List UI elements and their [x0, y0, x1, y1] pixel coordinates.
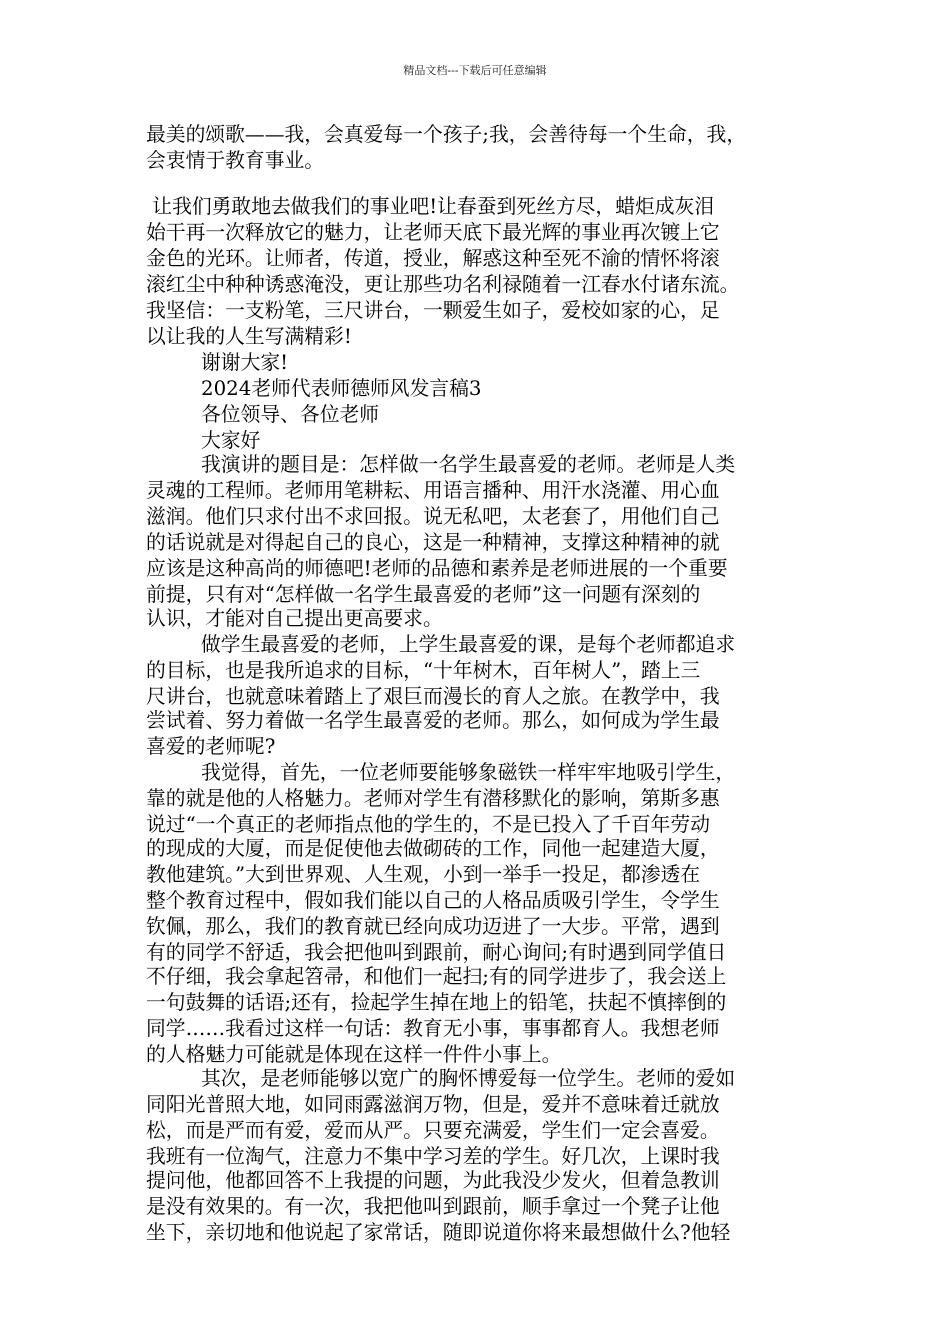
text-line: 整个教育过程中，假如我们能以自己的人格品质吸引学生，令学生 — [146, 889, 720, 912]
text-line: 让我们勇敢地去做我们的事业吧!让春蚕到死丝方尽，蜡炬成灰泪 — [146, 195, 715, 218]
text-line: 的人格魅力可能就是体现在这样一件件小事上。 — [146, 1043, 562, 1066]
text-line: 我演讲的题目是：怎样做一名学生最喜爱的老师。老师是人类 — [201, 453, 736, 476]
text-line: 不仔细，我会拿起笤帚，和他们一起扫;有的同学进步了，我会送上 — [146, 965, 727, 988]
heading-line: 2024老师代表师德师风发言稿3 — [201, 377, 482, 400]
text-line: 应该是这种高尚的师德吧!老师的品德和素养是老师进展的一个重要 — [146, 557, 728, 580]
text-line: 尺讲台，也就意味着踏上了艰巨而漫长的育人之旅。在教学中，我 — [146, 685, 720, 708]
text-line: 金色的光环。让师者，传道，授业，解惑这种至死不渝的情怀将滚 — [146, 247, 720, 270]
text-line: 靠的就是他的人格魅力。老师对学生有潜移默化的影响，第斯多惠 — [146, 787, 720, 810]
text-line: 说过“一个真正的老师指点他的学生的，不是已投入了千百年劳动 — [146, 813, 710, 836]
text-line: 是没有效果的。有一次，我把他叫到跟前，顺手拿过一个凳子让他 — [146, 1195, 720, 1218]
text-line: 同学……我看过这样一句话：教育无小事，事事都育人。我想老师 — [146, 1017, 720, 1040]
text-line: 会衷情于教育事业。 — [146, 149, 325, 172]
text-line: 我觉得，首先，一位老师要能够象磁铁一样牢牢地吸引学生， — [201, 761, 736, 784]
text-line: 一句鼓舞的话语;还有，捡起学生掉在地上的铅笔，扶起不慎摔倒的 — [146, 991, 727, 1014]
text-line: 滋润。他们只求付出不求回报。说无私吧，太老套了，用他们自己 — [146, 505, 720, 528]
text-line: 我班有一位淘气，注意力不集中学习差的学生。好几次，上课时我 — [146, 1145, 720, 1168]
text-line: 灵魂的工程师。老师用笔耕耘、用语言播种、用汗水浇灌、用心血 — [146, 479, 720, 502]
text-line: 谢谢大家! — [201, 351, 289, 374]
text-line: 以让我的人生写满精彩! — [146, 325, 352, 348]
text-line: 前提，只有对“怎样做一名学生最喜爱的老师”这一问题有深刻的 — [146, 583, 701, 606]
text-line: 各位领导、各位老师 — [201, 403, 380, 426]
text-line: 滚红尘中种种诱惑淹没，更让那些功名利禄随着一江春水付诸东流。 — [146, 273, 740, 296]
text-line: 始干再一次释放它的魅力，让老师天底下最光辉的事业再次镀上它 — [146, 221, 720, 244]
text-line: 坐下，亲切地和他说起了家常话，随即说道你将来最想做什么?他轻 — [146, 1221, 731, 1244]
text-line: 最美的颂歌——我，会真爱每一个孩子;我，会善待每一个生命，我， — [146, 123, 747, 146]
page-header: 精品文档---下载后可任意编辑 — [403, 64, 547, 77]
text-line: 提问他，他都回答不上我提的问题，为此我没少发火，但着急教训 — [146, 1169, 720, 1192]
text-line: 认识，才能对自己提出更高要求。 — [146, 607, 443, 630]
text-line: 同阳光普照大地，如同雨露滋润万物，但是，爱并不意味着迁就放 — [146, 1093, 720, 1116]
text-line: 的话说就是对得起自己的良心，这是一种精神，支撑这种精神的就 — [146, 531, 720, 554]
text-line: 做学生最喜爱的老师，上学生最喜爱的课，是每个老师都追求 — [201, 633, 736, 656]
text-line: 大家好 — [201, 429, 261, 452]
text-line: 喜爱的老师呢? — [146, 735, 276, 758]
text-line: 的目标，也是我所追求的目标，“十年树木，百年树人”，踏上三 — [146, 659, 701, 682]
text-line: 的现成的大厦，而是促使他去做砌砖的工作，同他一起建造大厦， — [146, 837, 720, 860]
text-line: 有的同学不舒适，我会把他叫到跟前，耐心询问;有时遇到同学值日 — [146, 941, 727, 964]
text-line: 我坚信：一支粉笔，三尺讲台，一颗爱生如子，爱校如家的心，足 — [146, 299, 720, 322]
text-line: 松，而是严而有爱，爱而从严。只要充满爱，学生们一定会喜爱。 — [146, 1119, 720, 1142]
text-line: 教他建筑。”大到世界观、人生观，小到一举手一投足，都渗透在 — [146, 863, 701, 886]
text-line: 其次，是老师能够以宽广的胸怀博爱每一位学生。老师的爱如 — [201, 1067, 736, 1090]
text-line: 尝试着、努力着做一名学生最喜爱的老师。那么，如何成为学生最 — [146, 709, 720, 732]
text-line: 钦佩，那么，我们的教育就已经向成功迈进了一大步。平常，遇到 — [146, 915, 720, 938]
